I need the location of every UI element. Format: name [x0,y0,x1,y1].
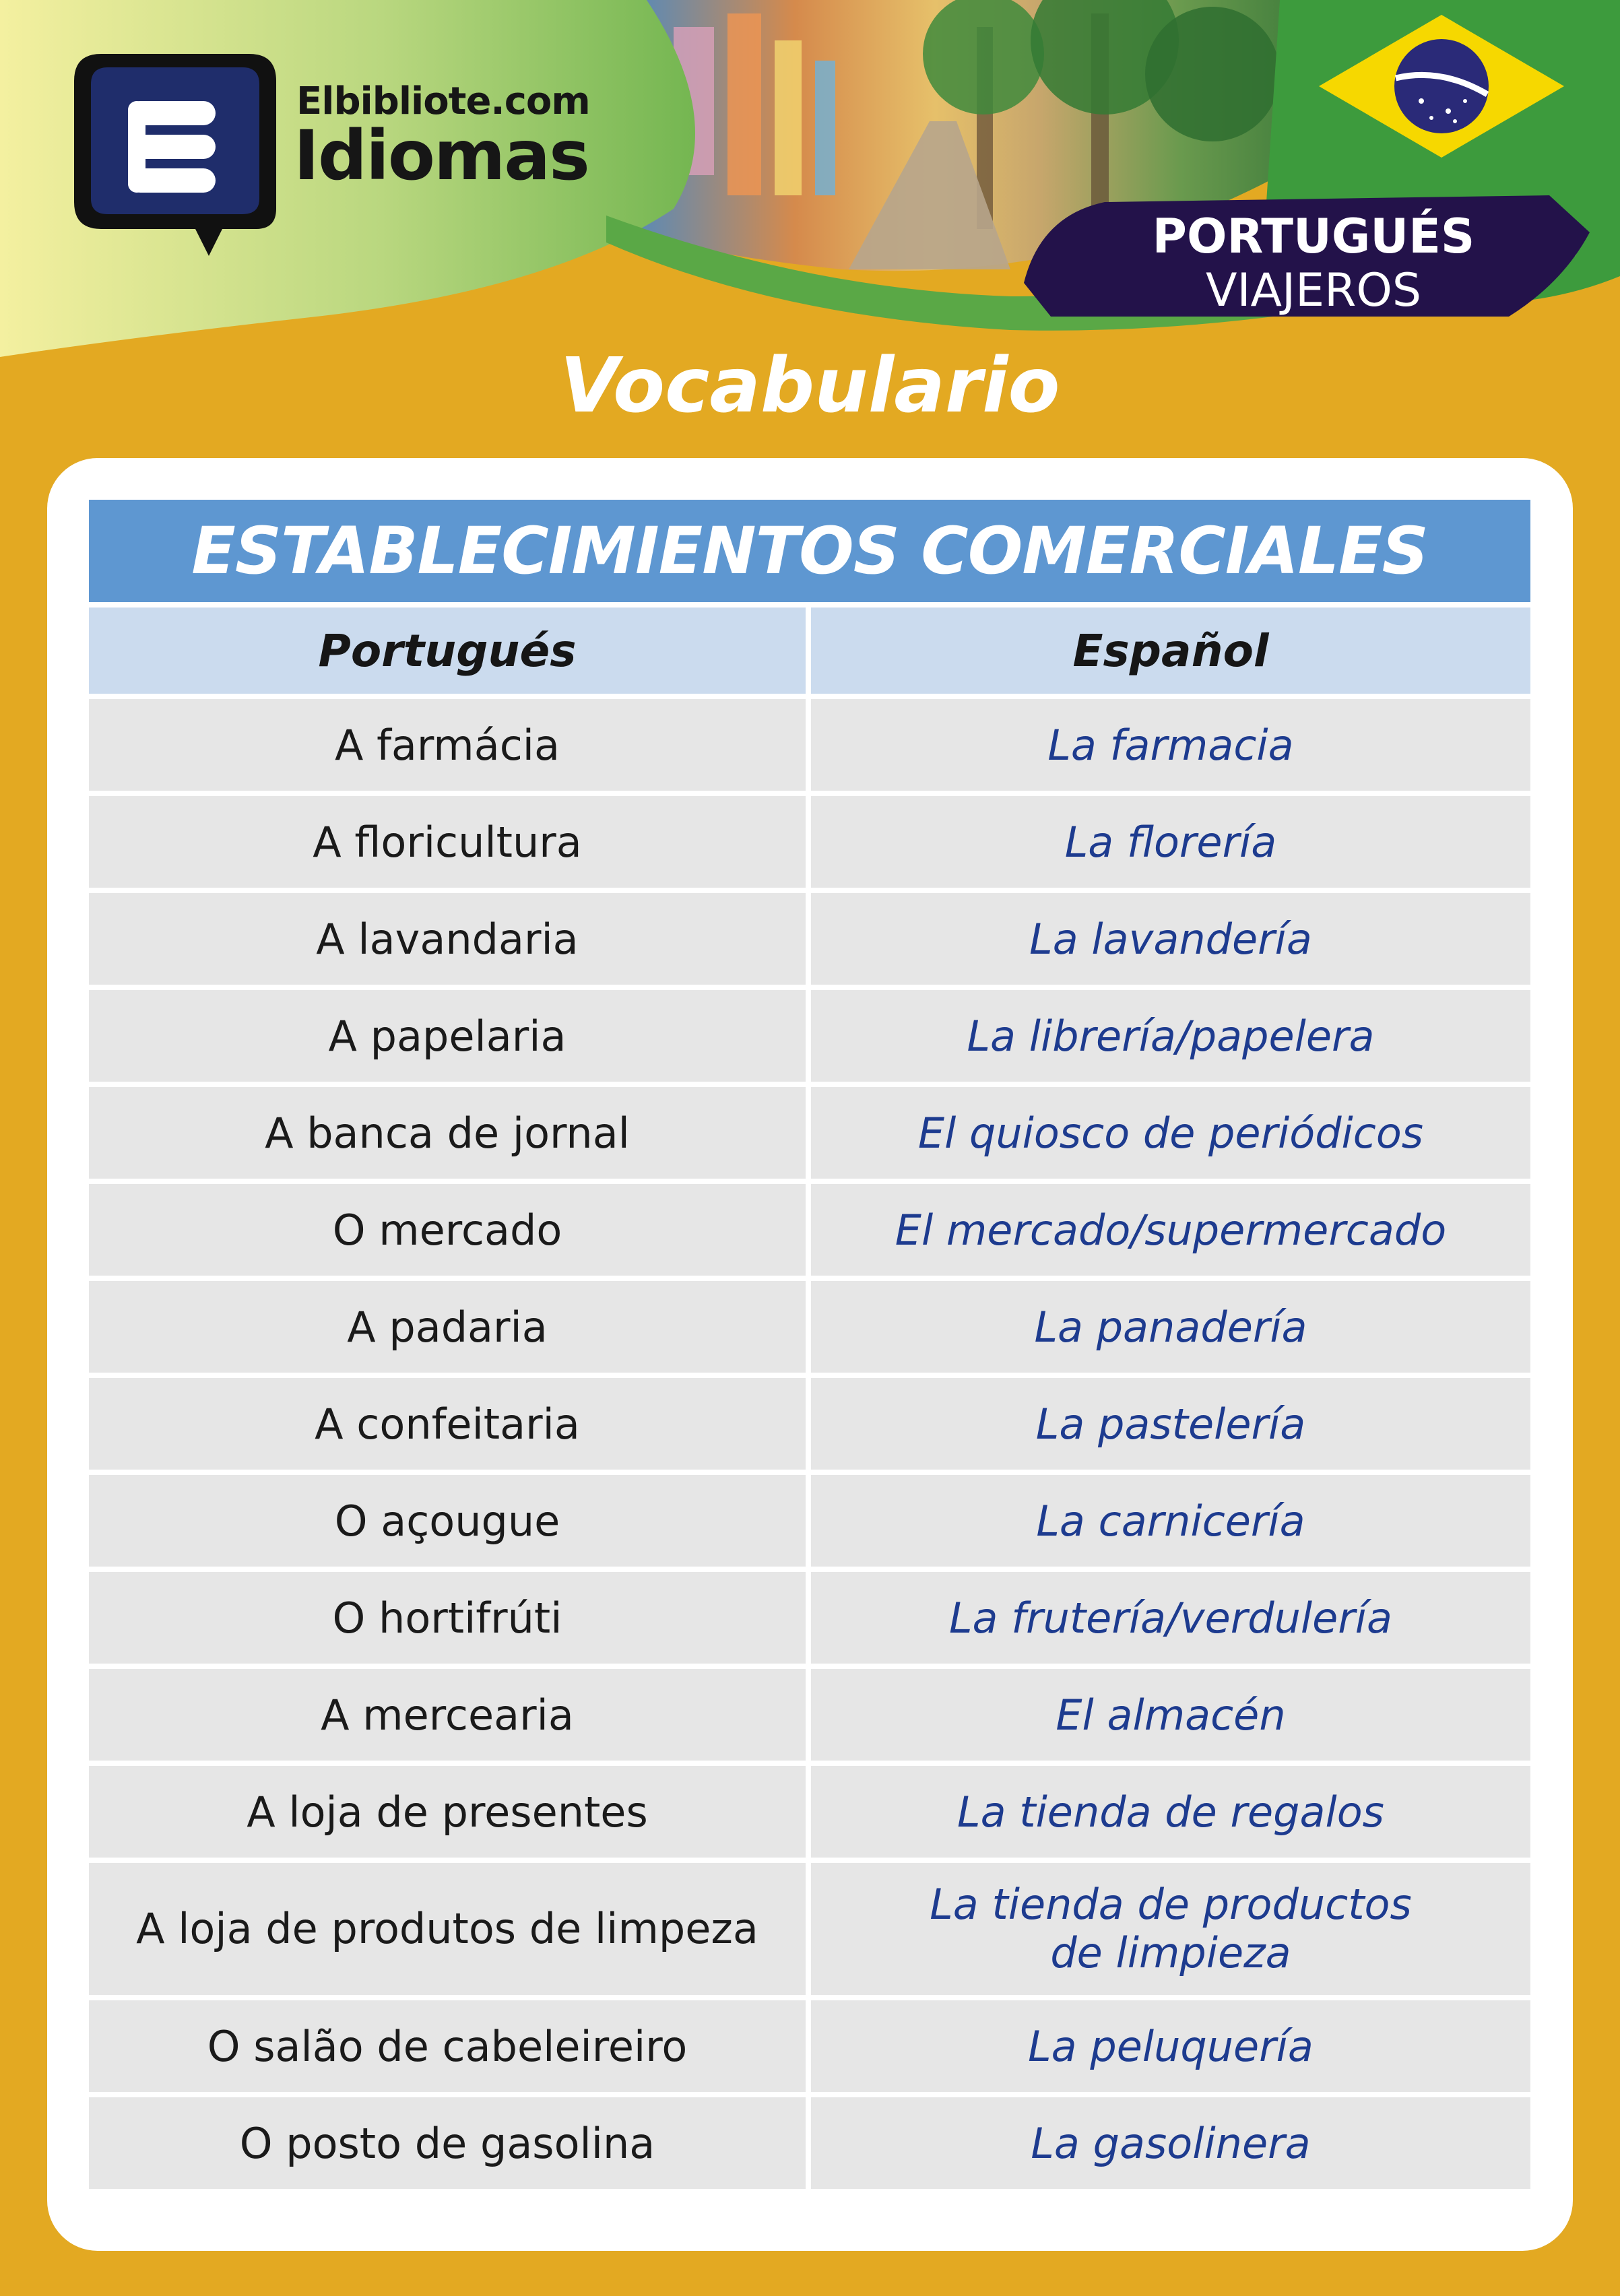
spanish-term: La gasolinera [808,2095,1530,2189]
spanish-term [808,1860,1530,1998]
table-row [89,987,1530,1084]
portuguese-term: A floricultura [89,793,808,890]
table-row [89,890,1530,987]
table-row [89,1278,1530,1375]
table-row [89,2095,1530,2189]
table-row [89,1472,1530,1569]
portuguese-term: O salão de cabeleireiro [89,1998,808,2095]
table-row [89,696,1530,793]
spanish-term: El mercado/supermercado [808,1181,1530,1278]
spanish-term: La florería [808,793,1530,890]
portuguese-term: A loja de produtos de limpeza [89,1860,808,1998]
spanish-term-line2: de limpieza [1050,1928,1291,1977]
table-row [89,1569,1530,1666]
spanish-term: La carnicería [808,1472,1530,1569]
spanish-term: El almacén [808,1666,1530,1763]
portuguese-term: A banca de jornal [89,1084,808,1181]
portuguese-term: O posto de gasolina [89,2095,808,2189]
portuguese-term: A confeitaria [89,1375,808,1472]
spanish-term: La peluquería [808,1998,1530,2095]
brand-site: Elbibliote.com [296,79,590,123]
table-row [89,1375,1530,1472]
brand-logo-icon [74,54,276,256]
portuguese-term: O açougue [89,1472,808,1569]
badge-language: PORTUGUÉS [1152,209,1475,264]
header-portuguese: Portugués [89,608,808,696]
portuguese-term: A farmácia [89,696,808,793]
page-title: Vocabulario [560,342,1060,430]
portuguese-term: A loja de presentes [89,1763,808,1860]
spanish-term: La pastelería [808,1375,1530,1472]
portuguese-term: O hortifrúti [89,1569,808,1666]
table-row [89,1181,1530,1278]
spanish-term: La lavandería [808,890,1530,987]
table-row [89,1763,1530,1860]
table-header-row [89,608,1530,696]
portuguese-term: A mercearia [89,1666,808,1763]
table-title: ESTABLECIMIENTOS COMERCIALES [89,500,1530,602]
spanish-term: La frutería/verdulería [808,1569,1530,1666]
spanish-term: La librería/papelera [808,987,1530,1084]
spanish-term: La tienda de regalos [808,1763,1530,1860]
header-spanish: Español [808,608,1530,696]
spanish-term: La farmacia [808,696,1530,793]
portuguese-term: A papelaria [89,987,808,1084]
table-row [89,1860,1530,1998]
table-row [89,1666,1530,1763]
portuguese-term: O mercado [89,1181,808,1278]
badge-audience: VIAJEROS [1205,264,1422,317]
table-row [89,1084,1530,1181]
spanish-term-line1: La tienda de productos [930,1880,1412,1929]
spanish-term: La panadería [808,1278,1530,1375]
brand-product: Idiomas [294,116,589,196]
portuguese-term: A padaria [89,1278,808,1375]
vocabulary-table [89,500,1530,2189]
portuguese-term: A lavandaria [89,890,808,987]
spanish-term: El quiosco de periódicos [808,1084,1530,1181]
header-artwork [0,0,1620,377]
table-row [89,793,1530,890]
table-row [89,1998,1530,2095]
